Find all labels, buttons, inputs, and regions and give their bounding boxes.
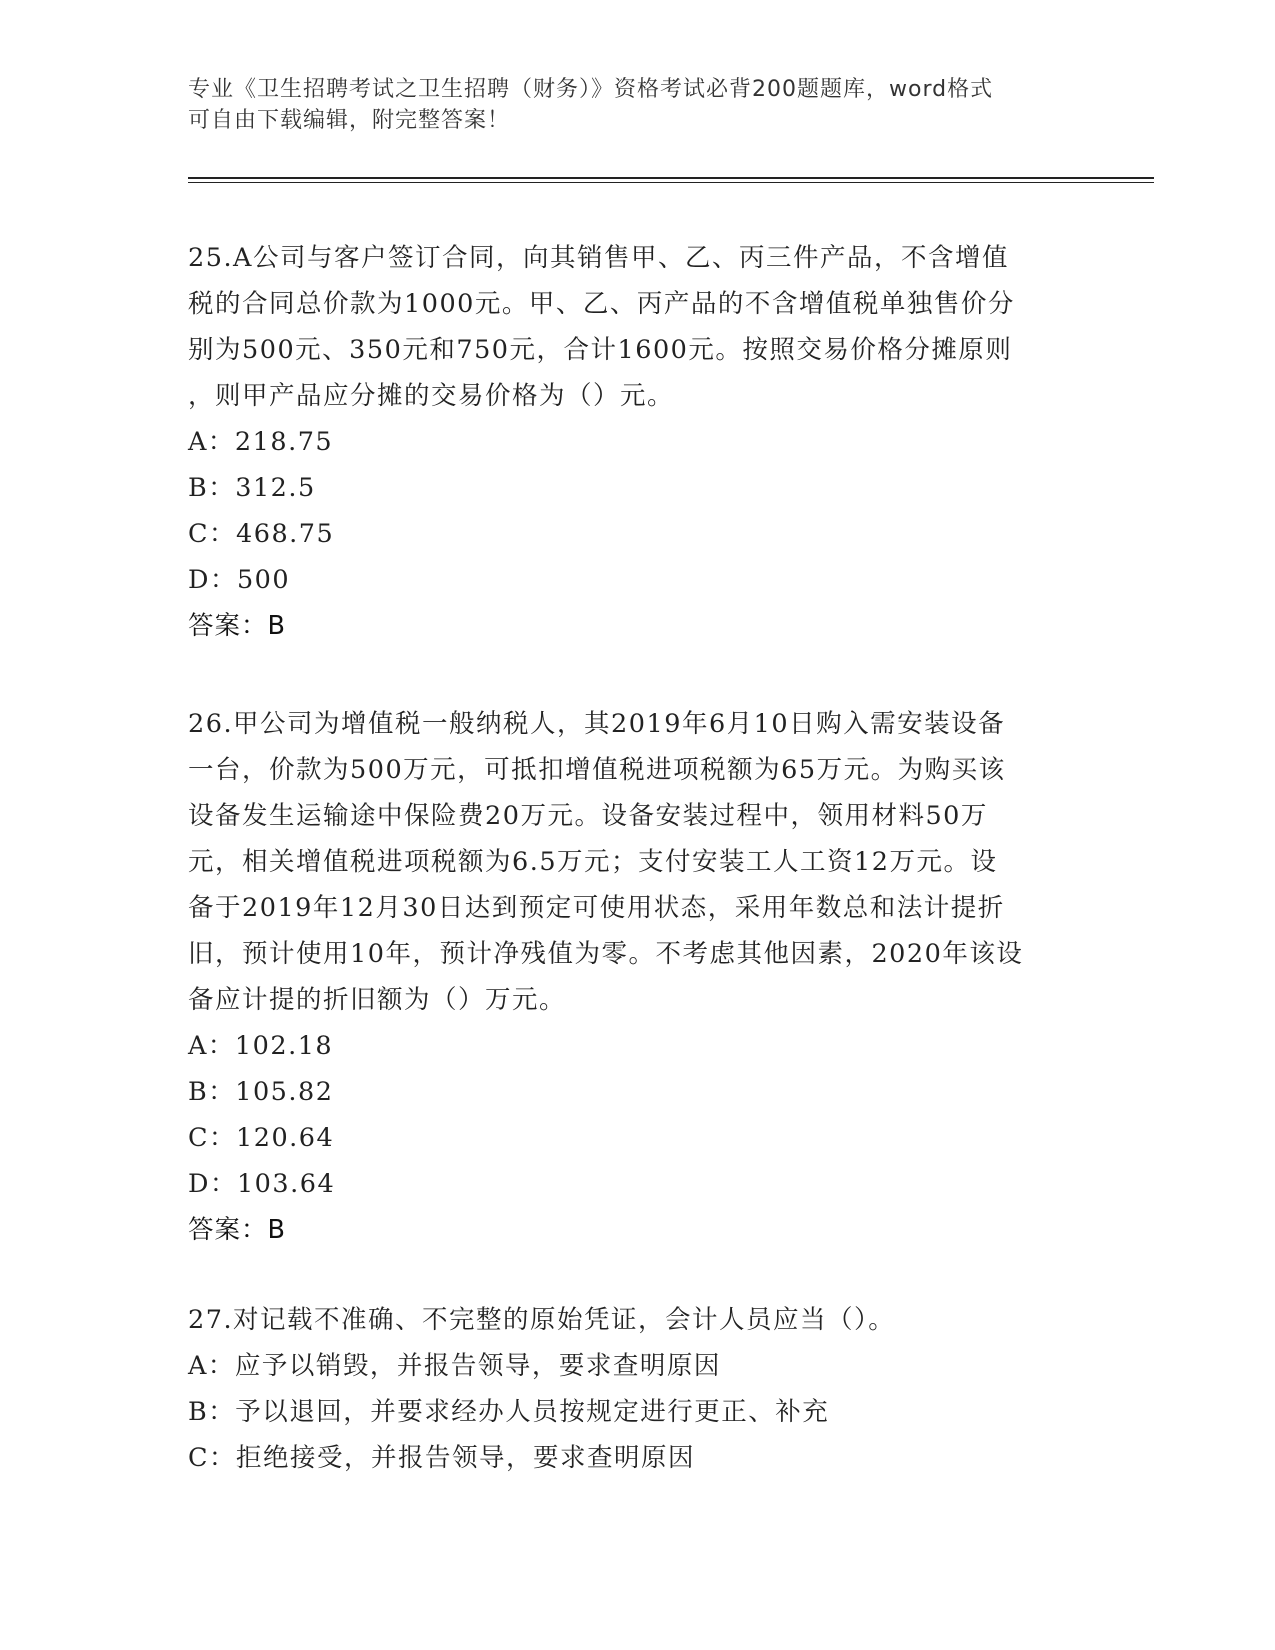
option-c: C：120.64 <box>188 1123 335 1153</box>
question-stem-line: 备应计提的折旧额为（）万元。 <box>188 985 567 1015</box>
option-d: D：103.64 <box>188 1169 336 1199</box>
question-stem-line: 税的合同总价款为1000元。甲、乙、丙产品的不含增值税单独售价分 <box>188 289 1015 319</box>
option-a: A：102.18 <box>188 1031 334 1061</box>
option-a: A：应予以销毁，并报告领导，要求查明原因 <box>188 1351 721 1381</box>
question-stem-line: 25.A公司与客户签订合同，向其销售甲、乙、丙三件产品，不含增值 <box>188 243 1009 273</box>
option-c: C：拒绝接受，并报告领导，要求查明原因 <box>188 1443 696 1473</box>
header-divider <box>188 177 1154 183</box>
answer-line: 答案：B <box>188 611 286 641</box>
question-stem-line: ，则甲产品应分摊的交易价格为（）元。 <box>188 381 675 411</box>
question-stem-line: 元，相关增值税进项税额为6.5万元；支付安装工人工资12万元。设 <box>188 847 998 877</box>
answer-line: 答案：B <box>188 1215 286 1245</box>
option-b: B：312.5 <box>188 473 316 503</box>
question-stem-line: 旧，预计使用10年，预计净残值为零。不考虑其他因素，2020年该设 <box>188 939 1024 969</box>
option-c: C：468.75 <box>188 519 335 549</box>
header-line-2: 可自由下载编辑，附完整答案！ <box>188 108 511 133</box>
question-stem-line: 26.甲公司为增值税一般纳税人，其2019年6月10日购入需安装设备 <box>188 709 1006 739</box>
question-stem-line: 一台，价款为500万元，可抵扣增值税进项税额为65万元。为购买该 <box>188 755 1006 785</box>
question-stem-line: 备于2019年12月30日达到预定可使用状态，采用年数总和法计提折 <box>188 893 1005 923</box>
option-a: A：218.75 <box>188 427 334 457</box>
option-b: B：105.82 <box>188 1077 334 1107</box>
document-header <box>188 74 1068 136</box>
option-b: B：予以退回，并要求经办人员按规定进行更正、补充 <box>188 1397 830 1427</box>
question-stem-line: 别为500元、350元和750元，合计1600元。按照交易价格分摊原则 <box>188 335 1013 365</box>
header-line-1: 专业《卫生招聘考试之卫生招聘（财务）》资格考试必背200题题库，word格式 <box>188 77 994 102</box>
option-d: D：500 <box>188 565 291 595</box>
question-stem-line: 设备发生运输途中保险费20万元。设备安装过程中，领用材料50万 <box>188 801 988 831</box>
question-stem-line: 27.对记载不准确、不完整的原始凭证，会计人员应当（）。 <box>188 1305 896 1335</box>
